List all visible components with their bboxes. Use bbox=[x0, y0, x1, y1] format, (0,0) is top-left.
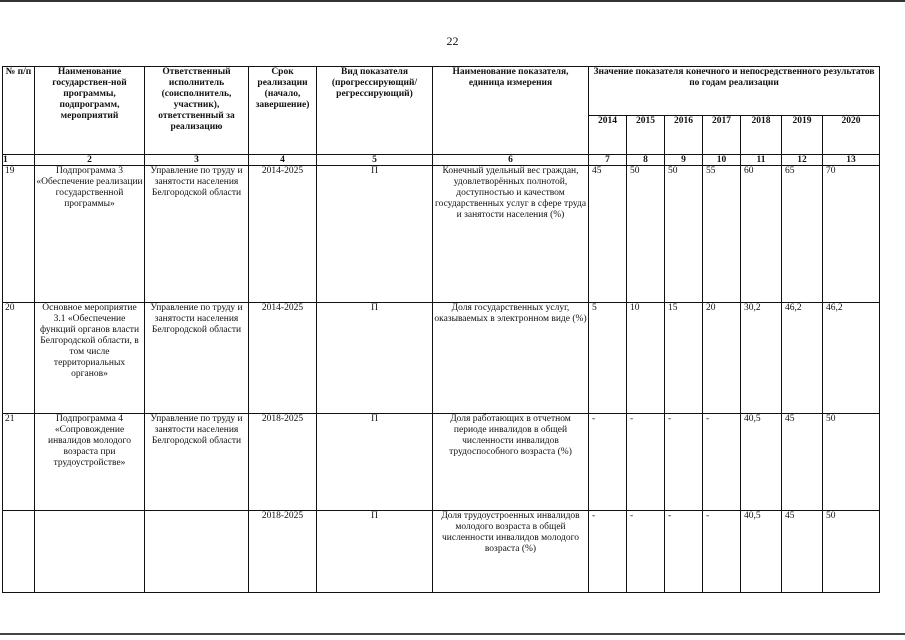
col-number: 2 bbox=[35, 155, 145, 166]
table-row bbox=[3, 303, 880, 414]
col-number: 6 bbox=[433, 155, 589, 166]
row-number bbox=[3, 511, 35, 593]
indicator-name: Конечный удельный вес граждан, удовлетворённых полнотой, доступностью и качеством государственных услуг в сфере труда и занятости населения (%) bbox=[433, 166, 589, 303]
bottom-border bbox=[0, 633, 905, 635]
value-cell: 45 bbox=[782, 414, 823, 511]
indicators-table bbox=[2, 66, 880, 593]
year-cell: 2020 bbox=[823, 116, 880, 155]
responsible: Управление по труду и занятости населения Белгородской области bbox=[145, 414, 249, 511]
term: 2014-2025 bbox=[249, 303, 317, 414]
value-cell: 15 bbox=[665, 303, 703, 414]
value-cell: 10 bbox=[627, 303, 665, 414]
value-cell: 50 bbox=[665, 166, 703, 303]
year-cell: 2014 bbox=[589, 116, 627, 155]
responsible: Управление по труду и занятости населения Белгородской области bbox=[145, 303, 249, 414]
col-number: 7 bbox=[589, 155, 627, 166]
program-name bbox=[35, 511, 145, 593]
term: 2018-2025 bbox=[249, 414, 317, 511]
indicator-kind: П bbox=[317, 511, 433, 593]
value-cell: 40,5 bbox=[741, 414, 782, 511]
header-program-name: Наименование государствен-ной программы, подпрограмм, мероприятий bbox=[35, 67, 145, 155]
indicator-name: Доля государственных услуг, оказываемых в электронном виде (%) bbox=[433, 303, 589, 414]
page-number: 22 bbox=[446, 34, 459, 48]
value-cell: 5 bbox=[589, 303, 627, 414]
header-num: № п/п bbox=[3, 67, 35, 155]
row-number: 19 bbox=[3, 166, 35, 303]
col-number: 3 bbox=[145, 155, 249, 166]
value-cell: 65 bbox=[782, 166, 823, 303]
value-cell: - bbox=[589, 414, 627, 511]
program-name: Основное мероприятие 3.1 «Обеспечение функций органов власти Белгородской области, в том числе территориальных органов» bbox=[35, 303, 145, 414]
table-row bbox=[3, 166, 880, 303]
indicator-kind: П bbox=[317, 166, 433, 303]
value-cell: 70 bbox=[823, 166, 880, 303]
term: 2018-2025 bbox=[249, 511, 317, 593]
value-cell: 45 bbox=[589, 166, 627, 303]
col-number: 1 bbox=[3, 155, 35, 166]
value-cell: 46,2 bbox=[782, 303, 823, 414]
indicator-kind: П bbox=[317, 414, 433, 511]
col-number: 10 bbox=[703, 155, 741, 166]
top-border bbox=[0, 0, 905, 2]
row-number: 21 bbox=[3, 414, 35, 511]
header-responsible: Ответственный исполнитель (соисполнитель, участник), ответственный за реализацию bbox=[145, 67, 249, 155]
header-values: Значение показателя конечного и непосредственного результатов по годам реализации bbox=[589, 67, 880, 116]
col-number: 5 bbox=[317, 155, 433, 166]
year-cell: 2015 bbox=[627, 116, 665, 155]
term: 2014-2025 bbox=[249, 166, 317, 303]
value-cell: - bbox=[665, 511, 703, 593]
column-number-row bbox=[3, 155, 880, 166]
row-number: 20 bbox=[3, 303, 35, 414]
col-number: 4 bbox=[249, 155, 317, 166]
col-number: 9 bbox=[665, 155, 703, 166]
value-cell: - bbox=[589, 511, 627, 593]
indicator-kind: П bbox=[317, 303, 433, 414]
value-cell: 46,2 bbox=[823, 303, 880, 414]
header-term: Срок реализации (начало, завершение) bbox=[249, 67, 317, 155]
table-row bbox=[3, 511, 880, 593]
col-number: 13 bbox=[823, 155, 880, 166]
indicator-name: Доля работающих в отчетном периоде инвалидов в общей численности инвалидов трудоспособного возраста (%) bbox=[433, 414, 589, 511]
value-cell: 40,5 bbox=[741, 511, 782, 593]
year-cell: 2016 bbox=[665, 116, 703, 155]
program-name: Подпрограмма 4 «Сопровождение инвалидов молодого возраста при трудоустройстве» bbox=[35, 414, 145, 511]
value-cell: 55 bbox=[703, 166, 741, 303]
program-name: Подпрограмма 3 «Обеспечение реализации государственной программы» bbox=[35, 166, 145, 303]
header-indicator-kind: Вид показателя (прогрессирующий/ регрессирующий) bbox=[317, 67, 433, 155]
value-cell: - bbox=[703, 414, 741, 511]
year-cell: 2017 bbox=[703, 116, 741, 155]
value-cell: - bbox=[665, 414, 703, 511]
value-cell: 50 bbox=[823, 414, 880, 511]
col-number: 12 bbox=[782, 155, 823, 166]
value-cell: 20 bbox=[703, 303, 741, 414]
responsible: Управление по труду и занятости населения Белгородской области bbox=[145, 166, 249, 303]
col-number: 8 bbox=[627, 155, 665, 166]
year-cell: 2018 bbox=[741, 116, 782, 155]
responsible bbox=[145, 511, 249, 593]
value-cell: 50 bbox=[823, 511, 880, 593]
year-cell: 2019 bbox=[782, 116, 823, 155]
value-cell: - bbox=[627, 414, 665, 511]
indicator-name: Доля трудоустроенных инвалидов молодого возраста в общей численности инвалидов молодого возраста (%) bbox=[433, 511, 589, 593]
col-number: 11 bbox=[741, 155, 782, 166]
value-cell: 60 bbox=[741, 166, 782, 303]
table-row bbox=[3, 414, 880, 511]
value-cell: - bbox=[627, 511, 665, 593]
value-cell: - bbox=[703, 511, 741, 593]
value-cell: 50 bbox=[627, 166, 665, 303]
header-indicator-name: Наименование показателя, единица измерения bbox=[433, 67, 589, 155]
value-cell: 30,2 bbox=[741, 303, 782, 414]
value-cell: 45 bbox=[782, 511, 823, 593]
